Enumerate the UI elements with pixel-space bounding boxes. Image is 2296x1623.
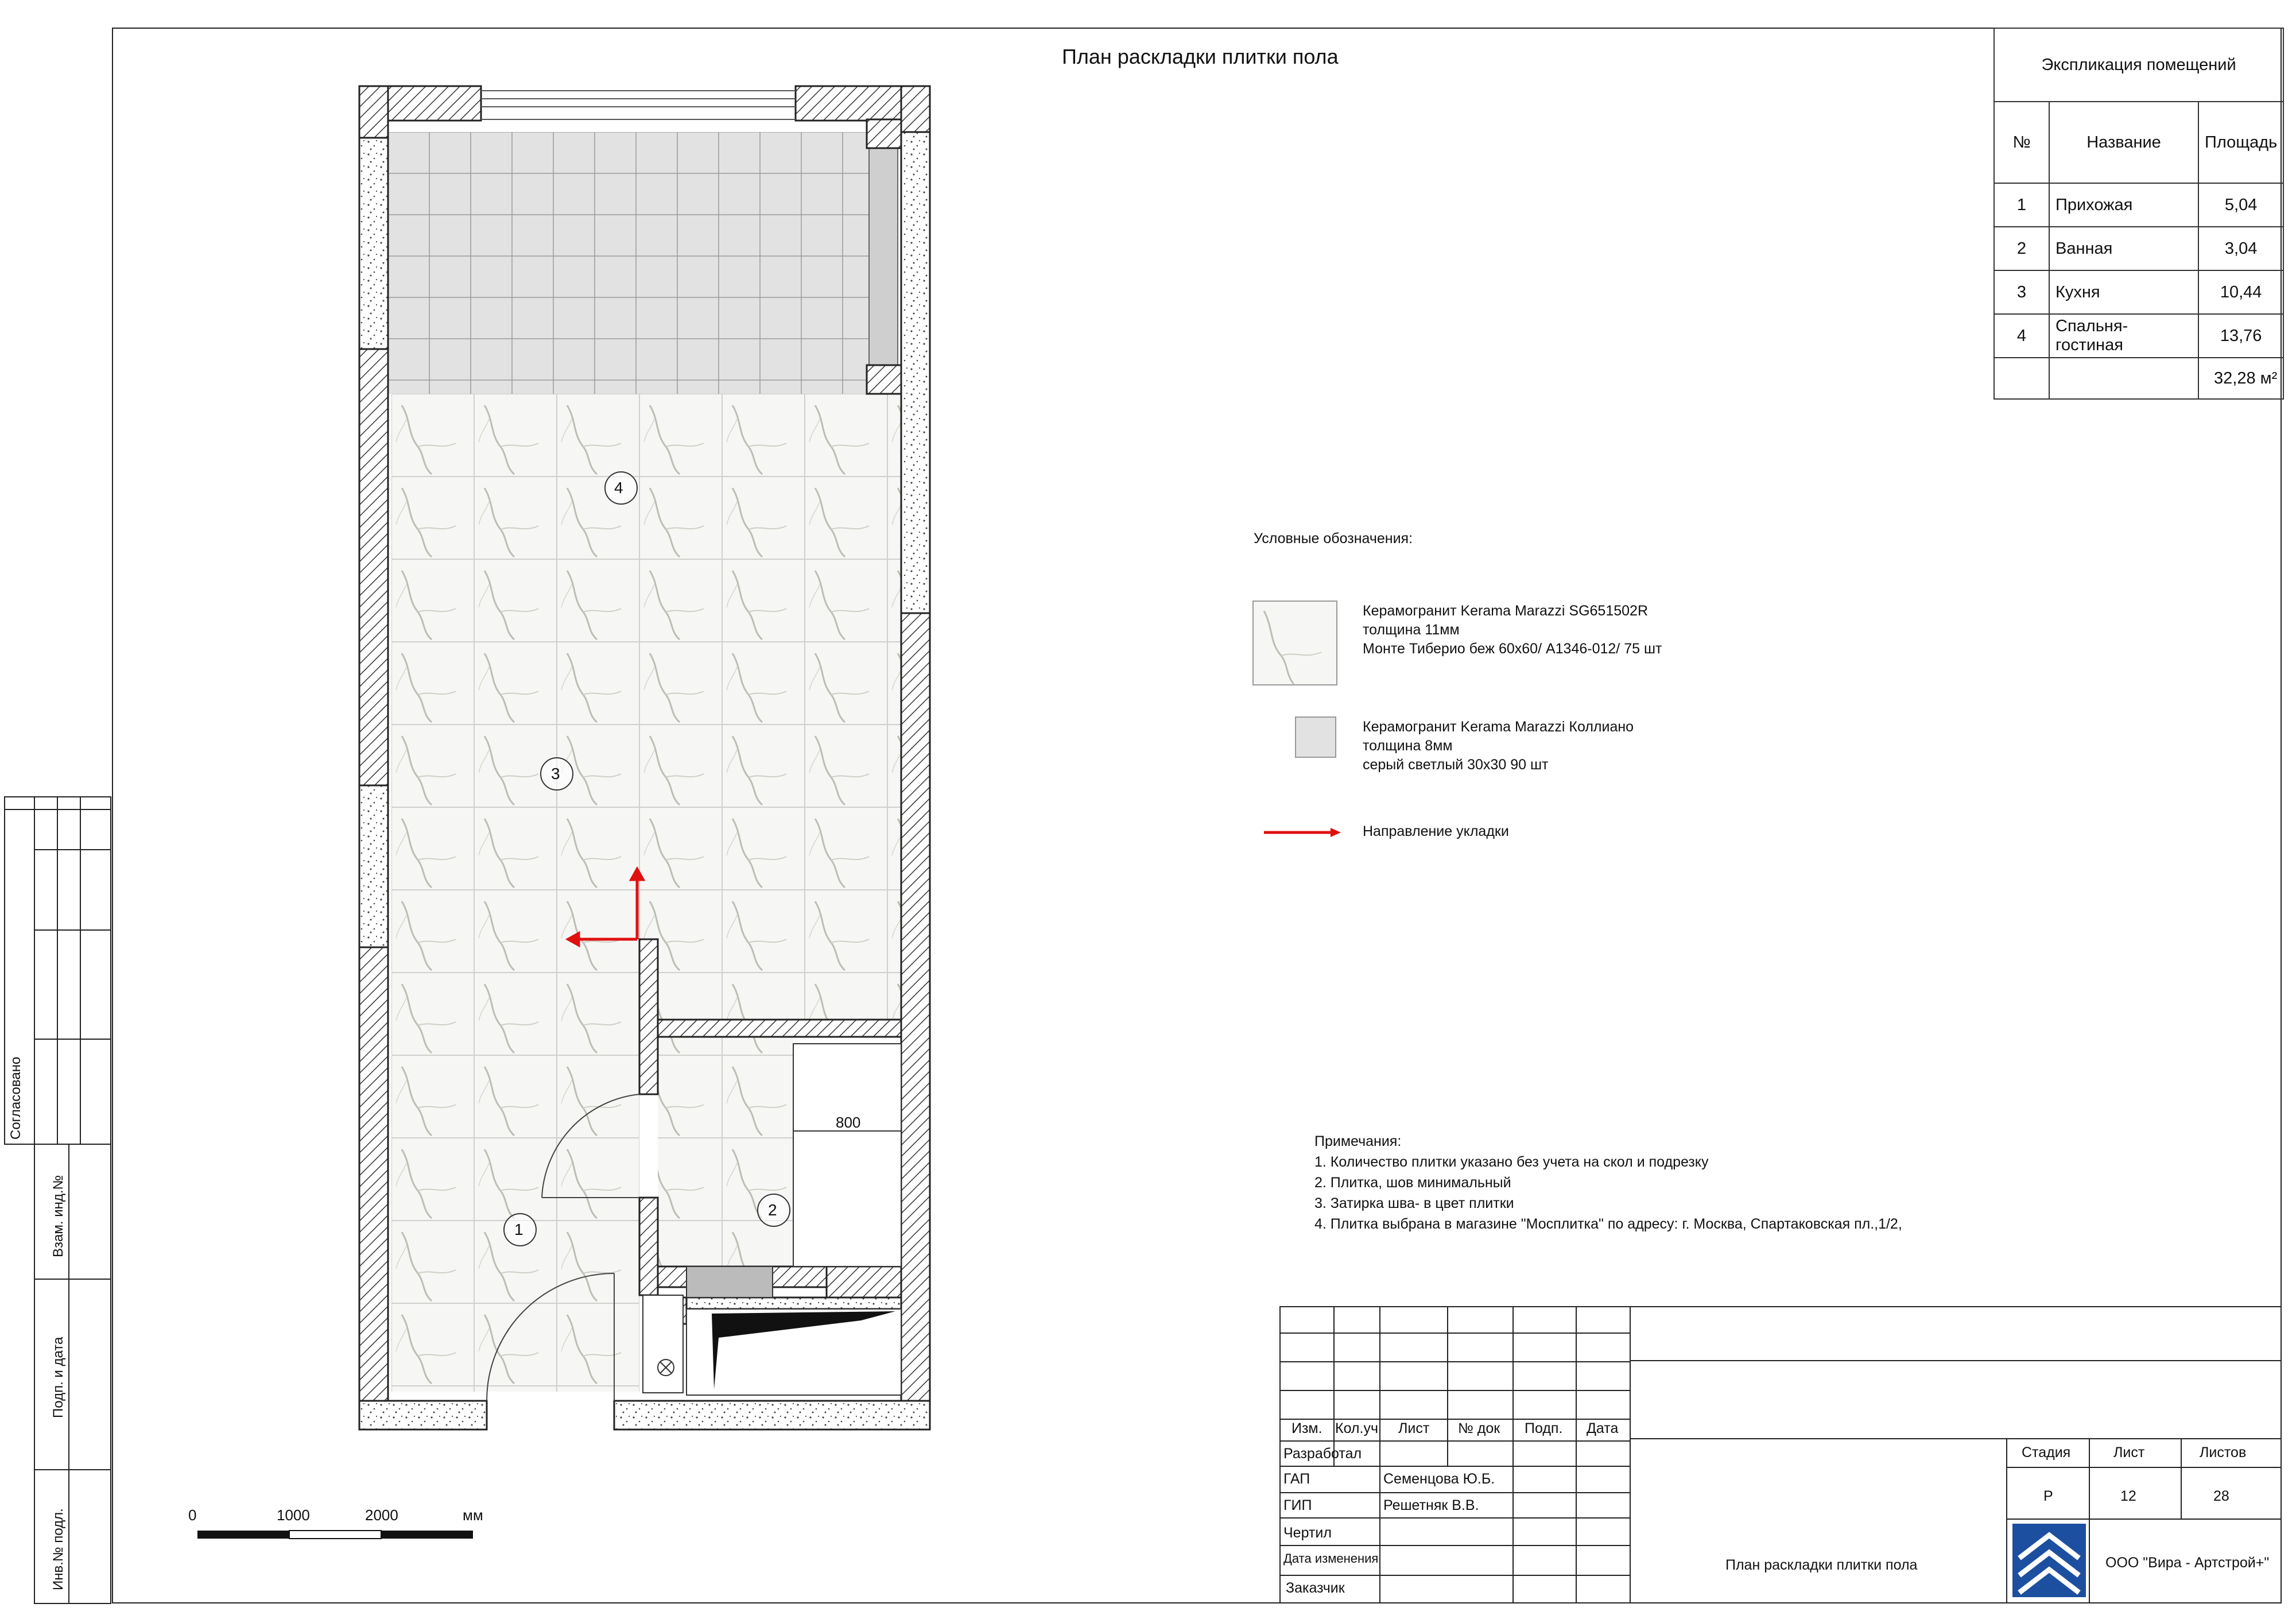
marble-tile-area-hall: [391, 1020, 639, 1392]
legend-arrow-icon: [1263, 826, 1343, 839]
stamp-inv: Инв.№ подл.: [51, 1508, 66, 1590]
tb-header-data: Дата: [1587, 1420, 1619, 1436]
room-marker-1: 1: [514, 1221, 523, 1238]
col-area: Площадь: [2198, 102, 2283, 183]
table-row: 4 Спальня-гостиная 13,76: [1994, 314, 2283, 358]
explication-header: Экспликация помещений: [1994, 28, 2283, 102]
tb-stage-label: Стадия: [2022, 1444, 2071, 1461]
marble-tile-area-main: [391, 394, 901, 1020]
table-row: 2 Ванная 3,04: [1994, 227, 2283, 270]
tb-role-changed: Дата изменения: [1283, 1551, 1379, 1566]
tb-header-podp: Подп.: [1525, 1420, 1563, 1436]
scale-bar: [189, 1527, 488, 1550]
stamp-vzam: Взам. инд.№: [51, 1175, 66, 1257]
page-title: План раскладки плитки пола: [1062, 45, 1339, 68]
small-tile-area: [388, 132, 869, 394]
tb-role-client: Заказчик: [1286, 1580, 1345, 1596]
total-area: 32,28 м²: [2198, 358, 2283, 399]
tb-role-gip: ГИП: [1283, 1497, 1312, 1513]
legend-item-grey: Керамогранит Kerama Marazzi Коллиано толщина 8мм серый светлый 30х30 90 шт: [1363, 719, 1634, 773]
col-no: №: [1994, 102, 2049, 183]
dimension-label: 800: [836, 1114, 861, 1131]
table-total-row: [1994, 358, 2283, 399]
marble-tile-area-bath: [658, 1037, 793, 1266]
tb-stage: Р: [2043, 1488, 2053, 1504]
tb-role-developed: Разработал: [1283, 1446, 1362, 1462]
tb-name-gip: Решетняк В.В.: [1383, 1497, 1479, 1513]
scale-label-1000: 1000: [277, 1506, 310, 1524]
tb-header-ndoc: № док: [1458, 1420, 1500, 1436]
tb-company: ООО "Вира - Артстрой+": [2105, 1555, 2270, 1571]
scale-unit: мм: [463, 1506, 483, 1524]
legend-item-marble: Керамогранит Kerama Marazzi SG651502R толщина 11мм Монте Тиберио беж 60х60/ А1346-012/ 75 шт: [1363, 603, 1662, 657]
table-row: 1 Прихожая 5,04: [1994, 183, 2283, 227]
legend-swatch-marble: [1252, 601, 1339, 685]
scale-label-2000: 2000: [365, 1506, 398, 1524]
tb-name-gap: Семенцова Ю.Б.: [1383, 1471, 1495, 1487]
table-row: 3 Кухня 10,44: [1994, 270, 2283, 314]
col-name: Название: [2049, 102, 2198, 183]
tb-sheet-label: Лист: [2113, 1444, 2145, 1461]
tb-sheet: 12: [2120, 1488, 2136, 1504]
company-logo-icon: [2012, 1524, 2086, 1597]
scale-label-0: 0: [188, 1506, 197, 1524]
tb-header-list: Лист: [1398, 1420, 1430, 1436]
tb-drawing-name: План раскладки плитки пола: [1725, 1557, 1918, 1573]
tb-header-izm: Изм.: [1292, 1420, 1322, 1436]
floor-plan: [0, 0, 976, 1470]
legend-swatch-grey: [1295, 716, 1336, 758]
explication-table: [1994, 28, 2284, 400]
legend-heading: Условные обозначения:: [1254, 530, 1413, 547]
tb-header-koluch: Кол.уч: [1335, 1420, 1378, 1436]
bath-cabinet: [793, 1044, 901, 1266]
legend-direction: Направление укладки: [1363, 823, 1509, 839]
room-marker-2: 2: [768, 1201, 777, 1219]
tb-sheets-label: Листов: [2200, 1444, 2247, 1461]
notes: Примечания: 1. Количество плитки указано без учета на скол и подрезку 2. Плитка, шов минимальный 3. Затирка шва- в цвет плитки 4. Плитка выбрана в магазине "Мосплитка" по адресу: г. Москва, Спартаковская пл.,1/2,: [1314, 1133, 1902, 1232]
stamp-podp: Подп. и дата: [51, 1337, 66, 1418]
tb-sheets: 28: [2213, 1488, 2229, 1504]
tb-role-drew: Чертил: [1283, 1525, 1332, 1541]
room-marker-4: 4: [614, 479, 623, 497]
room-marker-3: 3: [551, 765, 560, 783]
stamp-agreed: Согласовано: [8, 1056, 24, 1140]
tb-role-gap: ГАП: [1283, 1471, 1310, 1487]
